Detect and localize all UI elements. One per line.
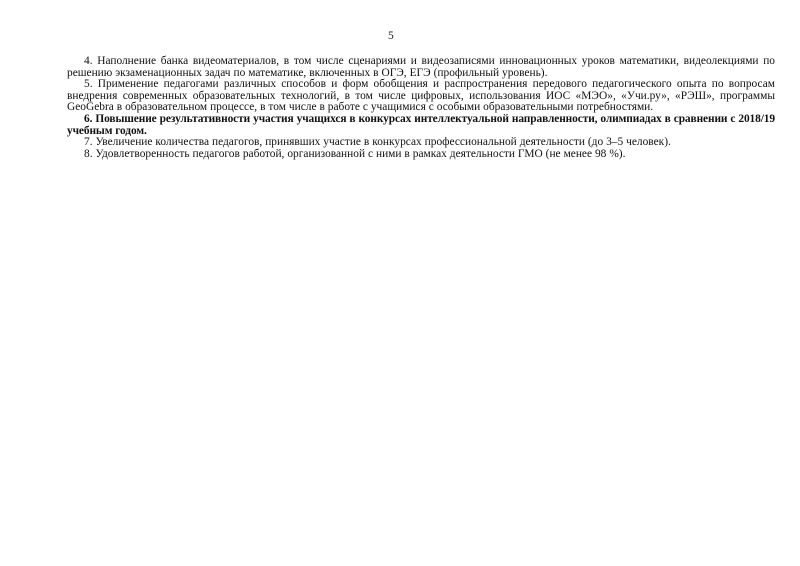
paragraph-item-6: 6. Повышение результативности участия учащихся в конкурсах интеллектуальной направленности, олимпиадах в сравнении с 2018/19 учебным годом. (67, 112, 775, 137)
document-body (67, 56, 775, 160)
page-number: 5 (388, 30, 394, 42)
paragraph-item-4: 4. Наполнение банка видеоматериалов, в том числе сценариями и видеозаписями инновационных уроков математики, видеолекциями по решению экзаменационных задач по математике, включенных в ОГЭ, ЕГЭ (профильный уровень). (67, 55, 775, 79)
paragraph-item-8: 8. Удовлетворенность педагогов работой, организованной с ними в рамках деятельности ГМО (не менее 98 %). (84, 147, 626, 160)
paragraph-item-7: 7. Увеличение количества педагогов, принявших участие в конкурсах профессиональной деятельности (до 3–5 человек). (84, 136, 671, 149)
paragraph-item-5: 5. Применение педагогами различных способов и форм обобщения и распространения передового педагогического опыта по вопросам внедрения современных образовательных технологий, в том числе цифровых, использования ИОС «МЭО», «Учи.ру», «РЭШ», программы GeoGebra в образовательном процессе, в том числе в работе с учащимися с особыми образовательными потребностями. (67, 78, 775, 114)
